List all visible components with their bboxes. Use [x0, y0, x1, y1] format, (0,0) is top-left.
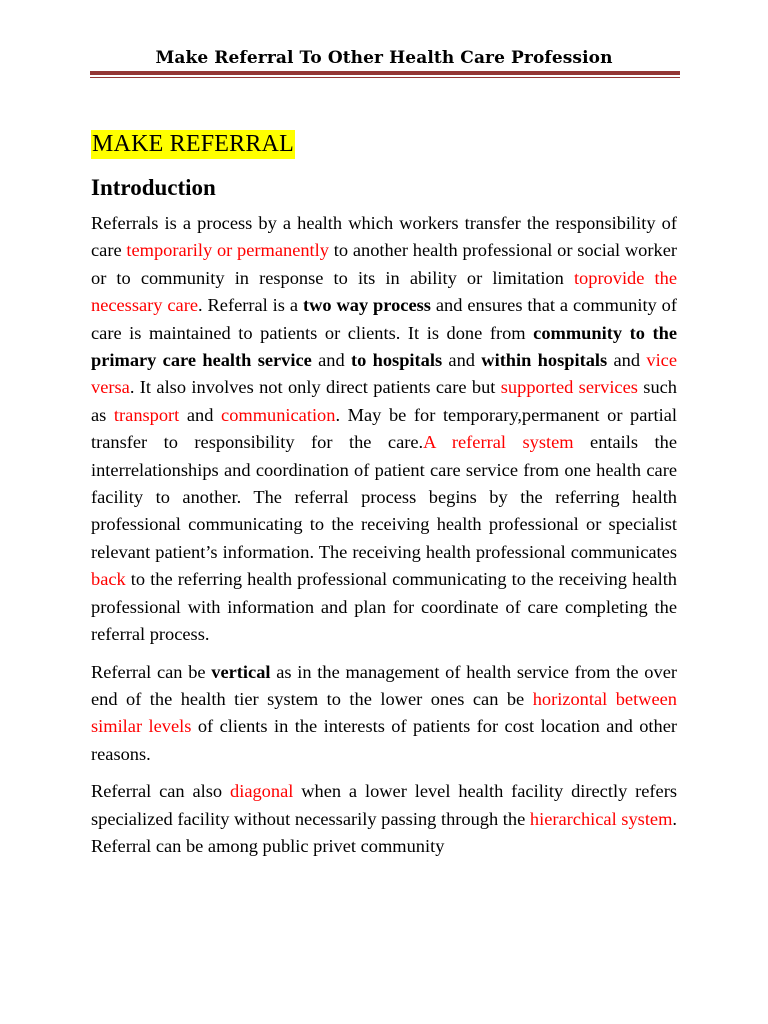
text-run: such as: [91, 377, 677, 425]
bold-phrase: within hospitals: [481, 350, 608, 371]
highlighted-phrase: horizontal between similar levels: [91, 688, 677, 737]
document-body: [91, 130, 677, 870]
header-rule-thin: [90, 77, 680, 78]
highlighted-phrase: temporarily or permanently: [126, 240, 329, 261]
highlighted-phrase: back: [91, 569, 126, 590]
document-title: MAKE REFERRAL: [92, 131, 294, 157]
bold-phrase: two way process: [302, 295, 431, 316]
highlighted-phrase: communication: [221, 404, 336, 425]
text-run: and: [607, 350, 647, 371]
text-run: and: [311, 350, 351, 371]
text-run: of clients in the interests of patients for cost location and other reasons.: [91, 716, 677, 764]
text-run: and ensures that a community of care is maintained to patients or clients. It is done from: [91, 295, 677, 343]
text-run: Referral can also: [91, 781, 231, 802]
highlighted-phrase: A referral system: [423, 432, 574, 453]
text-run: . It also involves not only direct patients care but: [129, 377, 501, 398]
text-run: when a lower level health facility directly refers specialized facility without necessarily passing through the: [91, 781, 677, 829]
bold-phrase: vertical: [211, 661, 271, 682]
text-run: Referral can be: [91, 661, 212, 682]
bold-phrase: to hospitals: [350, 350, 443, 371]
highlighted-phrase: toprovide the necessary care: [91, 267, 677, 316]
text-run: . Referral can be among public privet community: [91, 808, 678, 856]
paragraph-diagonal-referral: [91, 778, 677, 860]
highlighted-phrase: transport: [113, 404, 180, 425]
paragraph-vertical-referral: [91, 659, 677, 769]
text-run: . Referral is a: [198, 295, 303, 316]
highlighted-phrase: supported services: [500, 377, 638, 398]
text-run: Referrals is a process by a health which workers transfer the responsibility of care: [91, 213, 677, 261]
text-run: . May be for temporary,permanent or partial transfer to responsibility for the care.: [91, 404, 678, 453]
bold-phrase: community to the primary care health service: [91, 322, 677, 371]
text-run: to another health professional or social worker or to community in response to its in ability or limitation: [91, 240, 677, 288]
text-run: and: [179, 404, 222, 425]
text-run: to the referring health professional communicating to the receiving health professional with information and plan for coordinate of care completing the referral process.: [91, 569, 677, 645]
paragraph-intro: [91, 210, 677, 649]
highlighted-phrase: diagonal: [230, 781, 294, 802]
section-heading-introduction: Introduction: [91, 175, 216, 200]
highlighted-phrase: vice versa: [91, 350, 678, 398]
header-rule-thick: [90, 71, 680, 75]
text-run: entails the interrelationships and coordination of patient care service from one health care facility to another. The referral process begins by the referring health professional communicating to the receiving health professional or specialist relevant patient’s information. The receiving health professional communicates: [91, 432, 678, 562]
text-run: and: [442, 350, 482, 371]
text-run: as in the management of health service from the over end of the health tier system to the lower ones can be: [91, 661, 677, 709]
highlighted-phrase: hierarchical system: [529, 808, 673, 829]
running-header: Make Referral To Other Health Care Profession: [155, 48, 613, 68]
